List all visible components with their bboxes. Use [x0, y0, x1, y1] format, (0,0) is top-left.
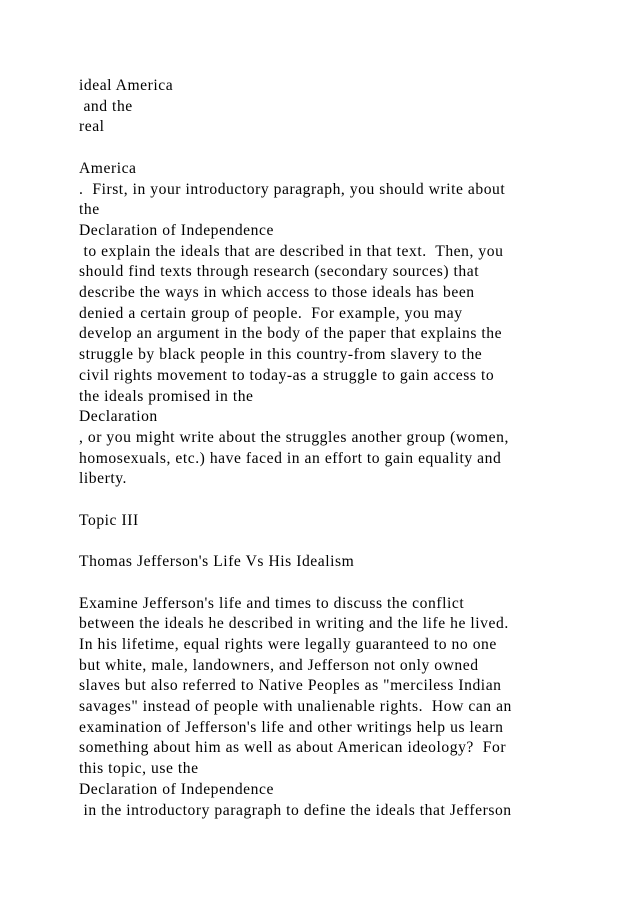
- text-line: the: [79, 201, 100, 219]
- text-line: Declaration: [79, 408, 158, 426]
- text-line: liberty.: [79, 470, 127, 488]
- text-line: real: [79, 118, 105, 136]
- text-line: . First, in your introductory paragraph, you should write about: [79, 180, 506, 198]
- text-line: struggle by black people in this country-from slavery to the: [79, 346, 483, 364]
- text-line: the ideals promised in the: [79, 387, 254, 405]
- text-line: , or you might write about the struggles another group (women,: [79, 428, 509, 446]
- text-line: in the introductory paragraph to define the ideals that Jefferson: [79, 801, 512, 819]
- text-line: this topic, use the: [79, 760, 199, 778]
- text-line: should find texts through research (secondary sources) that: [79, 263, 480, 281]
- text-line: slaves but also referred to Native Peoples as "merciless Indian: [79, 677, 502, 695]
- text-line: describe the ways in which access to those ideals has been: [79, 284, 475, 301]
- text-line: America: [79, 159, 137, 177]
- text-line: In his lifetime, equal rights were legally guaranteed to no one: [79, 635, 497, 653]
- text-line: develop an argument in the body of the paper that explains the: [79, 325, 503, 343]
- text-line: Topic III: [79, 511, 139, 529]
- text-line: Declaration of Independence: [79, 221, 274, 239]
- text-line: ideal America: [79, 77, 174, 94]
- text-line: something about him as well as about American ideology? For: [79, 739, 507, 757]
- text-line: and the: [79, 97, 133, 115]
- text-line: Declaration of Independence: [79, 780, 274, 798]
- text-line: between the ideals he described in writing and the life he lived.: [79, 615, 509, 633]
- text-line: but white, male, landowners, and Jefferson not only owned: [79, 656, 479, 674]
- text-line: civil rights movement to today-as a struggle to gain access to: [79, 366, 495, 384]
- text-line: examination of Jefferson's life and other writings help us learn: [79, 718, 504, 736]
- text-line: Examine Jefferson's life and times to discuss the conflict: [79, 594, 465, 612]
- text-line: to explain the ideals that are described in that text. Then, you: [79, 242, 504, 260]
- text-line: Thomas Jefferson's Life Vs His Idealism: [79, 553, 355, 571]
- text-line: savages" instead of people with unalienable rights. How can an: [79, 698, 512, 715]
- text-line: denied a certain group of people. For example, you may: [79, 304, 463, 322]
- text-line: homosexuals, etc.) have faced in an effort to gain equality and: [79, 449, 502, 467]
